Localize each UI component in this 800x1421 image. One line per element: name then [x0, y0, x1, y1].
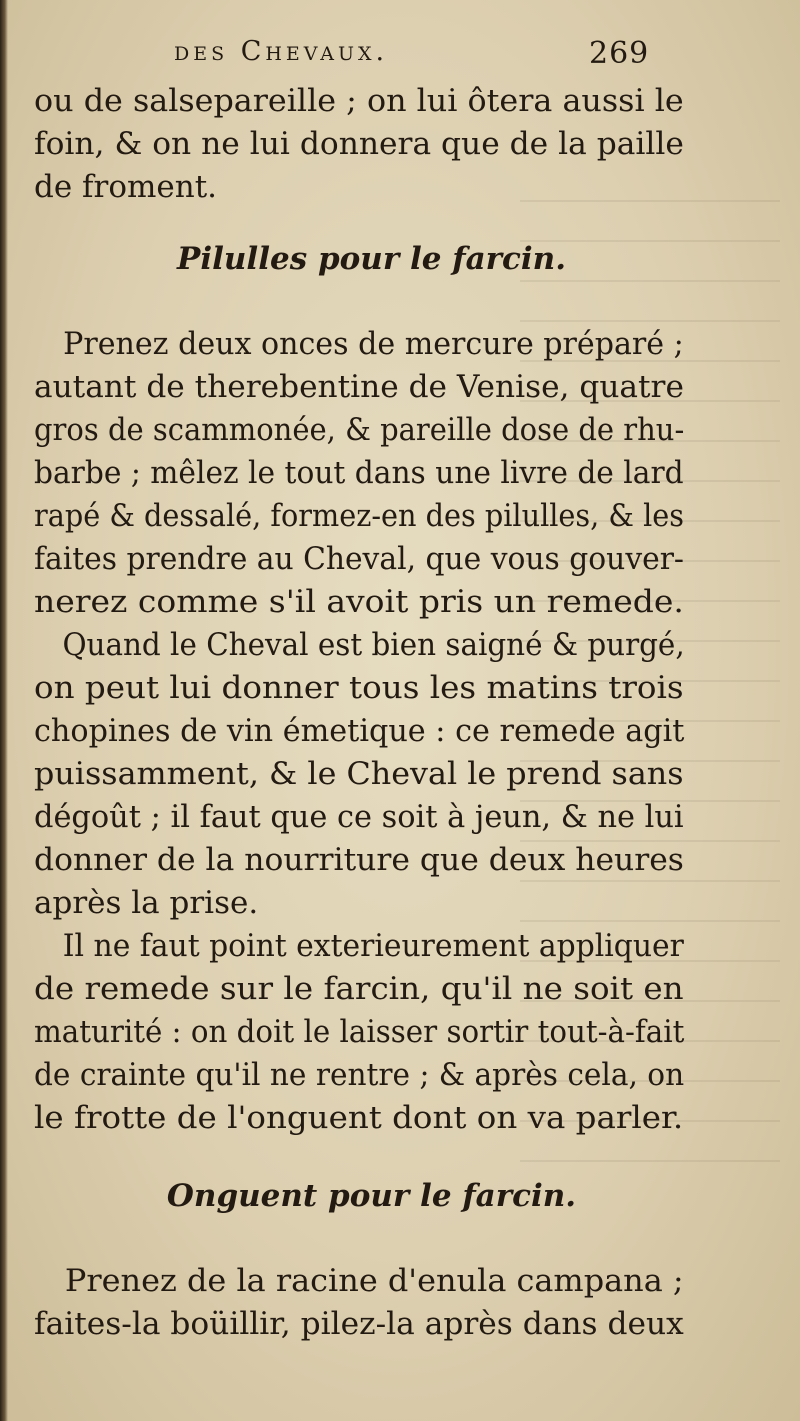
text-line: ou de salsepareille ; on lui ôtera aussi le	[34, 83, 684, 119]
text-line: faites prendre au Cheval, que vous gouver-	[34, 541, 684, 577]
text-line: donner de la nourriture que deux heures	[34, 842, 684, 878]
text-line: faites-la boüillir, pilez-la après dans deux	[34, 1306, 684, 1342]
text-line: rapé & dessalé, formez-en des pilulles, & les	[34, 498, 684, 534]
section-heading-pilulles: Pilulles pour le farcin.	[177, 241, 566, 277]
text-line: Il ne faut point exterieurement appliquer	[62, 928, 684, 964]
paragraph-5	[34, 1260, 684, 1346]
text-line: autant de therebentine de Venise, quatre	[34, 369, 684, 405]
text-line: foin, & on ne lui donnera que de la paille	[34, 126, 684, 162]
text-line: dégoût ; il faut que ce soit à jeun, & ne lui	[34, 799, 684, 835]
text-line: chopines de vin émetique : ce remede agit	[34, 713, 685, 749]
text-line: maturité : on doit le laisser sortir tout-à-fait	[34, 1014, 685, 1050]
paragraph-4	[34, 925, 684, 1140]
text-line: Prenez de la racine d'enula campana ;	[64, 1263, 684, 1299]
text-line: de crainte qu'il ne rentre ; & après cela, on	[34, 1057, 685, 1093]
text-line: puissamment, & le Cheval le prend sans	[34, 756, 684, 792]
section-heading-onguent: Onguent pour le farcin.	[166, 1178, 577, 1214]
paragraph-3	[34, 624, 684, 925]
page-number: 269	[589, 36, 650, 71]
text-line: gros de scammonée, & pareille dose de rhu-	[34, 412, 685, 448]
paragraph-1	[34, 80, 684, 209]
text-line: de remede sur le farcin, qu'il ne soit en	[34, 971, 684, 1007]
text-line: de froment.	[34, 169, 218, 205]
text-line: nerez comme s'il avoit pris un remede.	[34, 584, 684, 620]
book-spine-shadow	[0, 0, 8, 1421]
running-head	[34, 30, 684, 80]
text-line: barbe ; mêlez le tout dans une livre de lard	[34, 455, 684, 491]
paragraph-2	[34, 323, 684, 624]
text-line: Quand le Cheval est bien saigné & purgé,	[62, 627, 685, 663]
page-text-block	[34, 30, 684, 1346]
text-line: Prenez deux onces de mercure préparé ;	[63, 326, 684, 362]
text-line: on peut lui donner tous les matins trois	[34, 670, 684, 706]
text-line: après la prise.	[34, 885, 259, 921]
text-line: le frotte de l'onguent dont on va parler.	[34, 1100, 684, 1136]
running-head-title: des Chevaux.	[174, 36, 389, 67]
